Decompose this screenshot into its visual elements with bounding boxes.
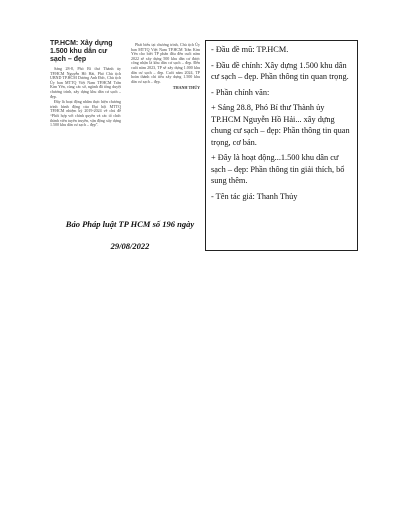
note-item: - Tên tác giả: Thanh Thủy — [211, 191, 298, 201]
clipping-headline: TP.HCM: Xây dựng 1.500 khu dân cư sạch – đẹp — [50, 40, 113, 63]
clipping-paragraph: Phát biểu tại chương trình, Chủ tịch Ủy ban MTTQ Việt Nam TP.HCM Trần Kim Yến cho biết TP phấn đấu đến cuối năm 2022 sẽ xây dựng 500 khu dân cư được công nhận là khu dân cư sạch – đẹp. Đến cuối năm 2023, TP sẽ xây dựng 1.000 khu dân cư sạch – đẹp. Cuối năm 2024, TP hoàn thành chỉ tiêu xây dựng 1.500 khu dân cư sạch – đẹp. — [130, 42, 200, 84]
clipping-right-column — [131, 43, 200, 129]
note-item: + Đây là hoạt động...1.500 khu dân cư sạch – đẹp: Phần thông tin giải thích, bổ sung thêm. — [211, 153, 345, 185]
clipping-author: THANH THÚY — [172, 85, 200, 91]
clipping-paragraph: Sáng 28-8, Phó Bí thư Thành ủy TP.HCM Nguyễn Hồ Hải, Phó Chủ tịch UBND TP.HCM Dương Anh Đức, Chủ tịch Ủy ban MTTQ Việt Nam TP.HCM Trần Kim Yến, cùng các sở, ngành đã tổng duyệt chương trình, xây dựng khu dân cư sạch – đẹp. — [50, 66, 121, 99]
note-item: - Đầu đề mũ: TP.HCM. — [211, 45, 289, 54]
note-item: + Sáng 28.8, Phó Bí thư Thành ủy TP.HCM Nguyễn Hồ Hải... xây dựng chung cư sạch – đẹp: Phần thông tin quan trọng, cơ bản. — [211, 103, 350, 147]
clipping-paragraph: Đây là hoạt động nhằm thực hiện chương trình hành động của Đại hội MTTQ TP.HCM nhiệm kỳ 2019-2024 về chủ đề “Phối hợp với chính quyền và các tổ chức thành viên tuyên truyền, vận động xây dựng 1.500 khu dân cư sạch – đẹp”. — [50, 99, 121, 128]
note-item: - Phần chính văn: — [211, 87, 270, 97]
newspaper-clipping — [50, 40, 200, 180]
analysis-notes-box — [205, 40, 358, 251]
caption-line: 29/08/2022 — [110, 241, 150, 251]
clipping-left-column — [50, 67, 121, 129]
note-item: - Đầu đề chính: Xây dựng 1.500 khu dân cư sạch – đẹp. Phần thông tin quan trọng. — [211, 60, 349, 81]
source-caption — [55, 213, 205, 257]
caption-line: Báo Pháp luật TP HCM số 196 ngày — [65, 219, 195, 229]
